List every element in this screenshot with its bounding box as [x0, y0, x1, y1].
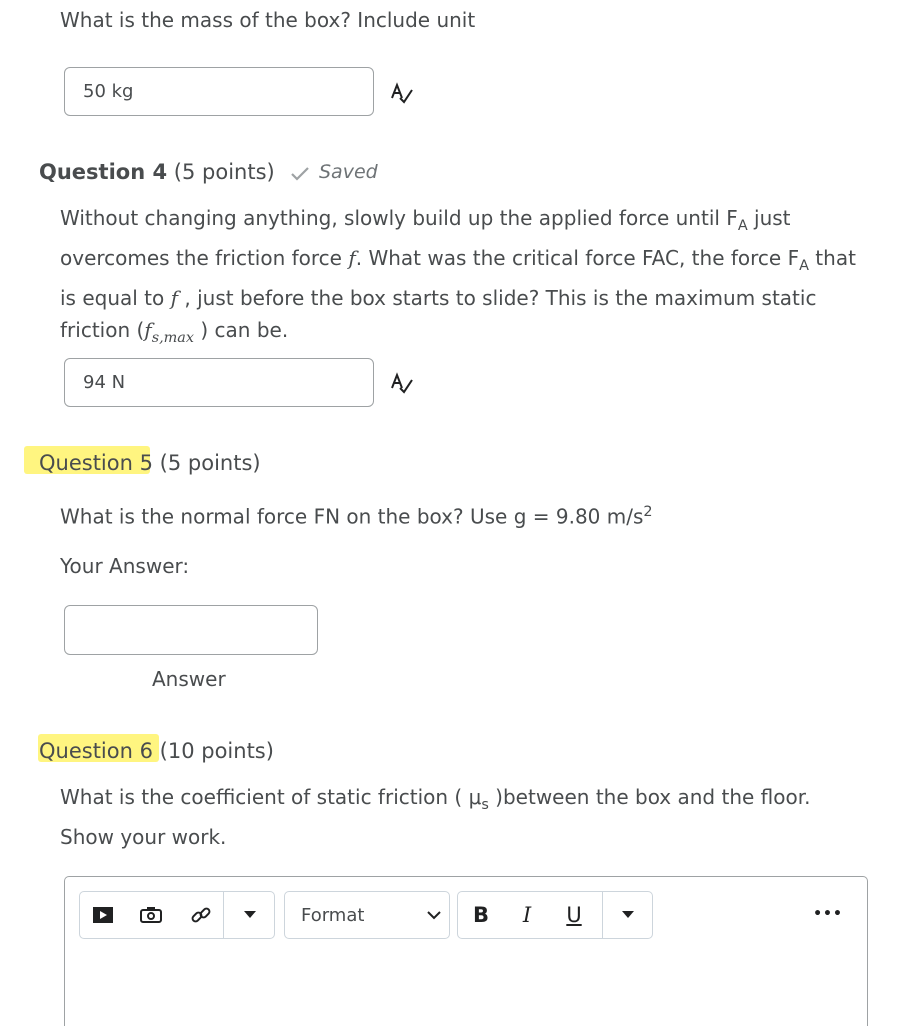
bold-button[interactable]: [462, 892, 500, 938]
q5-label: Question 5: [39, 451, 153, 475]
q4-text: Without changing anything, slowly build up the applied force until $F_A$ just overcomes the friction force f. What was the critical force FAC, the force $F_A$ that is equal to f , just before the box starts to slide? This is the maximum static friction ($f_{s,max}$ ) can be.: [60, 206, 856, 346]
q6-text: What is the coefficient of static friction ( $\mu_s$ )between the box and the floor. Show your work.: [60, 785, 811, 849]
checkmark-icon: [290, 166, 310, 182]
bold-label: B: [472, 903, 489, 927]
spellcheck-icon[interactable]: [389, 370, 415, 396]
q3-prompt: What is the mass of the box? Include unit: [60, 8, 476, 32]
q6-points: (10 points): [159, 739, 274, 763]
italic-label: I: [522, 903, 532, 927]
insert-link-button[interactable]: [184, 892, 218, 938]
underline-label: U: [566, 903, 582, 927]
insert-image-button[interactable]: [134, 892, 168, 938]
insert-more-dropdown[interactable]: [226, 892, 274, 938]
format-select[interactable]: [284, 891, 450, 939]
more-options-button[interactable]: [805, 891, 851, 937]
underline-button[interactable]: [554, 892, 594, 938]
q4-label: Question 4: [39, 160, 168, 184]
toolbar-divider: [602, 892, 603, 938]
italic-button[interactable]: [508, 892, 546, 938]
link-icon: [190, 904, 212, 926]
q3-answer-value: 50 kg: [83, 81, 134, 102]
toolbar-divider: [223, 892, 224, 938]
q6-heading: [39, 739, 274, 763]
q4-heading: [39, 160, 275, 184]
saved-status: Saved: [319, 161, 378, 183]
q4-answer-field[interactable]: [64, 358, 374, 407]
q5-text: What is the normal force FN on the box? Use g = 9.80 $m/s^2$: [60, 504, 653, 529]
caret-down-icon: [244, 911, 256, 919]
camera-icon: [140, 906, 162, 924]
q6-label: Question 6: [39, 739, 153, 763]
spellcheck-icon[interactable]: [389, 80, 415, 106]
q4-answer-value: 94 N: [83, 372, 126, 393]
answer-caption: Answer: [152, 667, 226, 691]
style-more-dropdown[interactable]: [604, 892, 652, 938]
more-options-icon: •••: [813, 906, 843, 922]
format-select-inner: [301, 892, 441, 938]
chevron-down-icon: [427, 911, 441, 920]
toolbar-insert-group: [79, 891, 275, 939]
q4-points: (5 points): [173, 160, 275, 184]
q5-points: (5 points): [159, 451, 261, 475]
rich-text-editor[interactable]: [64, 876, 868, 1026]
q3-answer-field[interactable]: [64, 67, 374, 116]
your-answer-label: Your Answer:: [60, 554, 190, 578]
caret-down-icon: [622, 911, 634, 919]
q5-heading: [39, 451, 261, 475]
insert-video-button[interactable]: [86, 892, 120, 938]
q5-answer-field[interactable]: [64, 605, 318, 655]
video-icon: [92, 906, 114, 924]
format-label: Format: [301, 904, 365, 926]
toolbar-style-group: [457, 891, 653, 939]
